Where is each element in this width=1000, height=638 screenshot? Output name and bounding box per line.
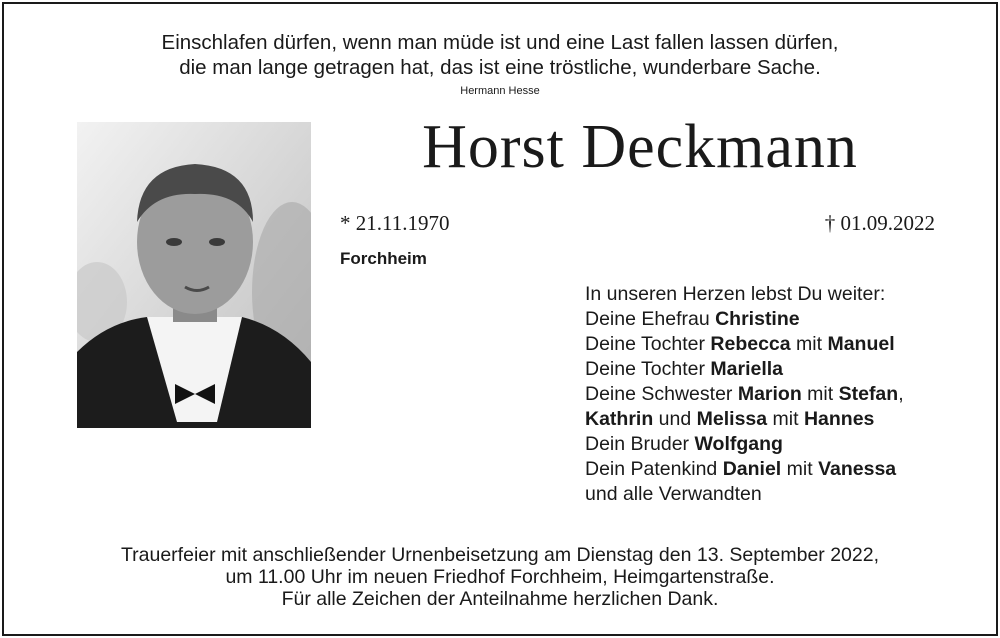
mourner-line: Kathrin und Melissa mit Hannes <box>585 408 875 430</box>
mourners-list <box>585 282 904 507</box>
service-line-1: Trauerfeier mit anschließender Urnenbeisetzung am Dienstag den 13. September 2022, <box>120 544 880 566</box>
mourner-line: Dein Bruder Wolfgang <box>585 433 783 455</box>
deceased-name: Horst Deckmann <box>422 113 858 181</box>
death-symbol: † <box>824 211 836 235</box>
mourner-line: Deine Schwester Marion mit Stefan, <box>585 383 904 405</box>
quote-line-2: die man lange getragen hat, das ist eine tröstliche, wunderbare Sache. <box>179 56 821 79</box>
place-of-residence: Forchheim <box>340 249 427 268</box>
death-date-value: 01.09.2022 <box>840 211 935 235</box>
quote <box>0 30 1000 80</box>
service-line-2: um 11.00 Uhr im neuen Friedhof Forchheim, Heimgartenstraße. <box>225 566 775 588</box>
mourners-closing: und alle Verwandten <box>585 483 762 505</box>
birth-date-value: 21.11.1970 <box>355 211 450 235</box>
birth-date <box>340 211 449 236</box>
quote-author: Hermann Hesse <box>460 85 540 97</box>
mourners-intro: In unseren Herzen lebst Du weiter: <box>585 283 886 305</box>
service-details <box>0 544 1000 610</box>
service-line-3: Für alle Zeichen der Anteilnahme herzlichen Dank. <box>281 588 719 610</box>
portrait-photo <box>77 122 311 428</box>
mourner-line: Deine Ehefrau Christine <box>585 308 800 330</box>
birth-symbol: * <box>340 211 351 235</box>
mourner-line: Deine Tochter Mariella <box>585 358 784 380</box>
mourner-line: Dein Patenkind Daniel mit Vanessa <box>585 458 897 480</box>
quote-line-1: Einschlafen dürfen, wenn man müde ist und eine Last fallen lassen dürfen, <box>161 31 839 54</box>
death-date <box>825 211 935 236</box>
mourner-line: Deine Tochter Rebecca mit Manuel <box>585 333 895 355</box>
